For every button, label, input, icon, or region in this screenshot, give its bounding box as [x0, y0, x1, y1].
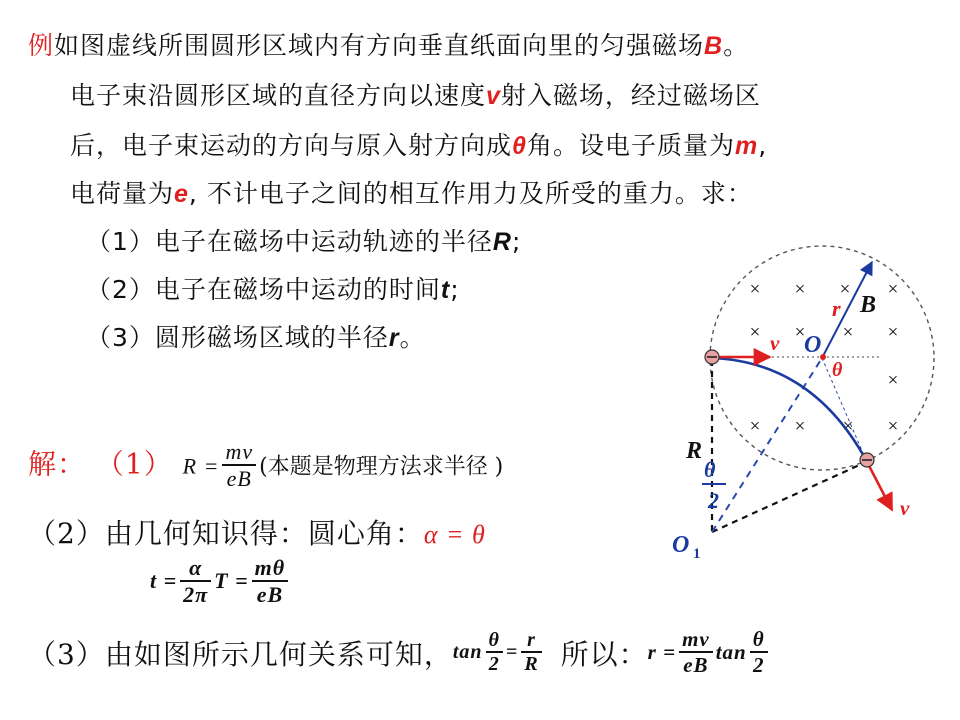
fraction-denominator: 2 — [752, 653, 765, 678]
problem-text: 电子束沿圆形区域的直径方向以速度 — [70, 81, 487, 110]
fraction-numerator: r — [521, 629, 541, 653]
fraction-numerator: mv — [222, 440, 256, 466]
fraction-denominator: 2π — [183, 582, 209, 608]
var-r: r — [388, 324, 400, 352]
formula-lhs: r = — [647, 640, 677, 665]
question-text: （1）电子在磁场中运动轨迹的半径 — [86, 227, 493, 256]
var-R: R — [492, 228, 512, 256]
velocity-out-arrow — [866, 460, 892, 510]
fraction-denominator: eB — [226, 466, 252, 492]
question-text: ; — [511, 227, 522, 256]
fraction-denominator: 2 — [488, 653, 500, 676]
fraction-denominator: eB — [683, 653, 709, 678]
var-m: m — [734, 132, 759, 160]
var-B: B — [704, 32, 724, 60]
field-cross: × — [887, 416, 899, 437]
var-theta: θ — [512, 132, 527, 160]
var-v: v — [486, 82, 501, 110]
field-cross: × — [887, 279, 899, 300]
problem-text: 如图虚线所围圆形区域内有方向垂直纸面向里的匀强磁场 — [54, 31, 705, 60]
example-label: 例 — [28, 31, 55, 60]
problem-text: , — [758, 131, 768, 160]
var-t: t — [440, 276, 451, 304]
fraction-numerator: θ — [486, 629, 503, 653]
solution-text: 所以： — [560, 637, 648, 671]
problem-text: 角。设电子质量为 — [526, 131, 735, 160]
field-cross: × — [887, 370, 899, 391]
central-angle-equation: α = θ — [423, 520, 486, 549]
field-cross: × — [794, 416, 806, 437]
problem-text: 。 — [723, 31, 750, 60]
field-cross: × — [842, 322, 854, 343]
formula-lhs: t = — [150, 567, 178, 593]
question-text: （3）圆形磁场区域的半径 — [86, 323, 389, 352]
fraction-denominator: R — [524, 653, 539, 676]
var-e: e — [174, 180, 189, 208]
fraction-denominator: eB — [256, 582, 284, 608]
field-cross: × — [749, 416, 761, 437]
formula-mid: T = — [214, 567, 249, 593]
field-cross: × — [749, 322, 761, 343]
field-cross: × — [749, 279, 761, 300]
label-theta: θ — [832, 359, 843, 381]
question-text: 。 — [399, 323, 426, 352]
solution-step-number: （1） — [95, 447, 173, 481]
fraction-numerator: α — [180, 556, 211, 582]
label-R: R — [686, 438, 703, 464]
equals-sign: = — [505, 641, 519, 664]
formula-lhs: R = — [182, 453, 220, 479]
label-v-out: v — [900, 496, 910, 520]
fraction-numerator: mθ — [252, 556, 289, 582]
tan-label: tan — [452, 641, 483, 664]
problem-text: 后，电子束运动的方向与原入射方向成 — [70, 131, 513, 160]
label-r: r — [832, 296, 841, 321]
fraction-numerator: θ — [750, 628, 768, 653]
tan-label: tan — [715, 640, 747, 665]
question-text: ; — [450, 275, 460, 304]
label-O1-subscript: 1 — [693, 546, 701, 562]
problem-text: , 不计电子之间的相互作用力及所受的重力。求： — [188, 179, 753, 208]
problem-text: 电荷量为 — [70, 179, 175, 208]
solution-text: （2）由几何知识得：圆心角： — [28, 517, 424, 550]
field-cross: × — [839, 279, 851, 300]
field-cross: × — [794, 322, 806, 343]
label-O1: O — [672, 532, 690, 558]
field-cross: × — [887, 322, 899, 343]
question-text: （2）电子在磁场中运动的时间 — [86, 275, 441, 304]
label-half-theta-den: 2 — [708, 488, 719, 513]
label-half-theta-num: θ — [704, 457, 716, 482]
label-B: B — [860, 292, 877, 318]
fraction-numerator: mv — [679, 628, 713, 653]
electron-exit — [860, 453, 874, 467]
solution-text: （3）由如图所示几何关系可知， — [28, 637, 453, 671]
label-O: O — [804, 332, 822, 358]
problem-text: 射入磁场，经过磁场区 — [500, 81, 761, 110]
solution-note: (本题是物理方法求半径 ) — [259, 454, 504, 480]
solution-label: 解： — [28, 447, 87, 481]
electron-entry — [705, 350, 719, 364]
field-cross: × — [842, 416, 854, 437]
label-v-in: v — [770, 331, 780, 355]
field-cross: × — [794, 279, 806, 300]
